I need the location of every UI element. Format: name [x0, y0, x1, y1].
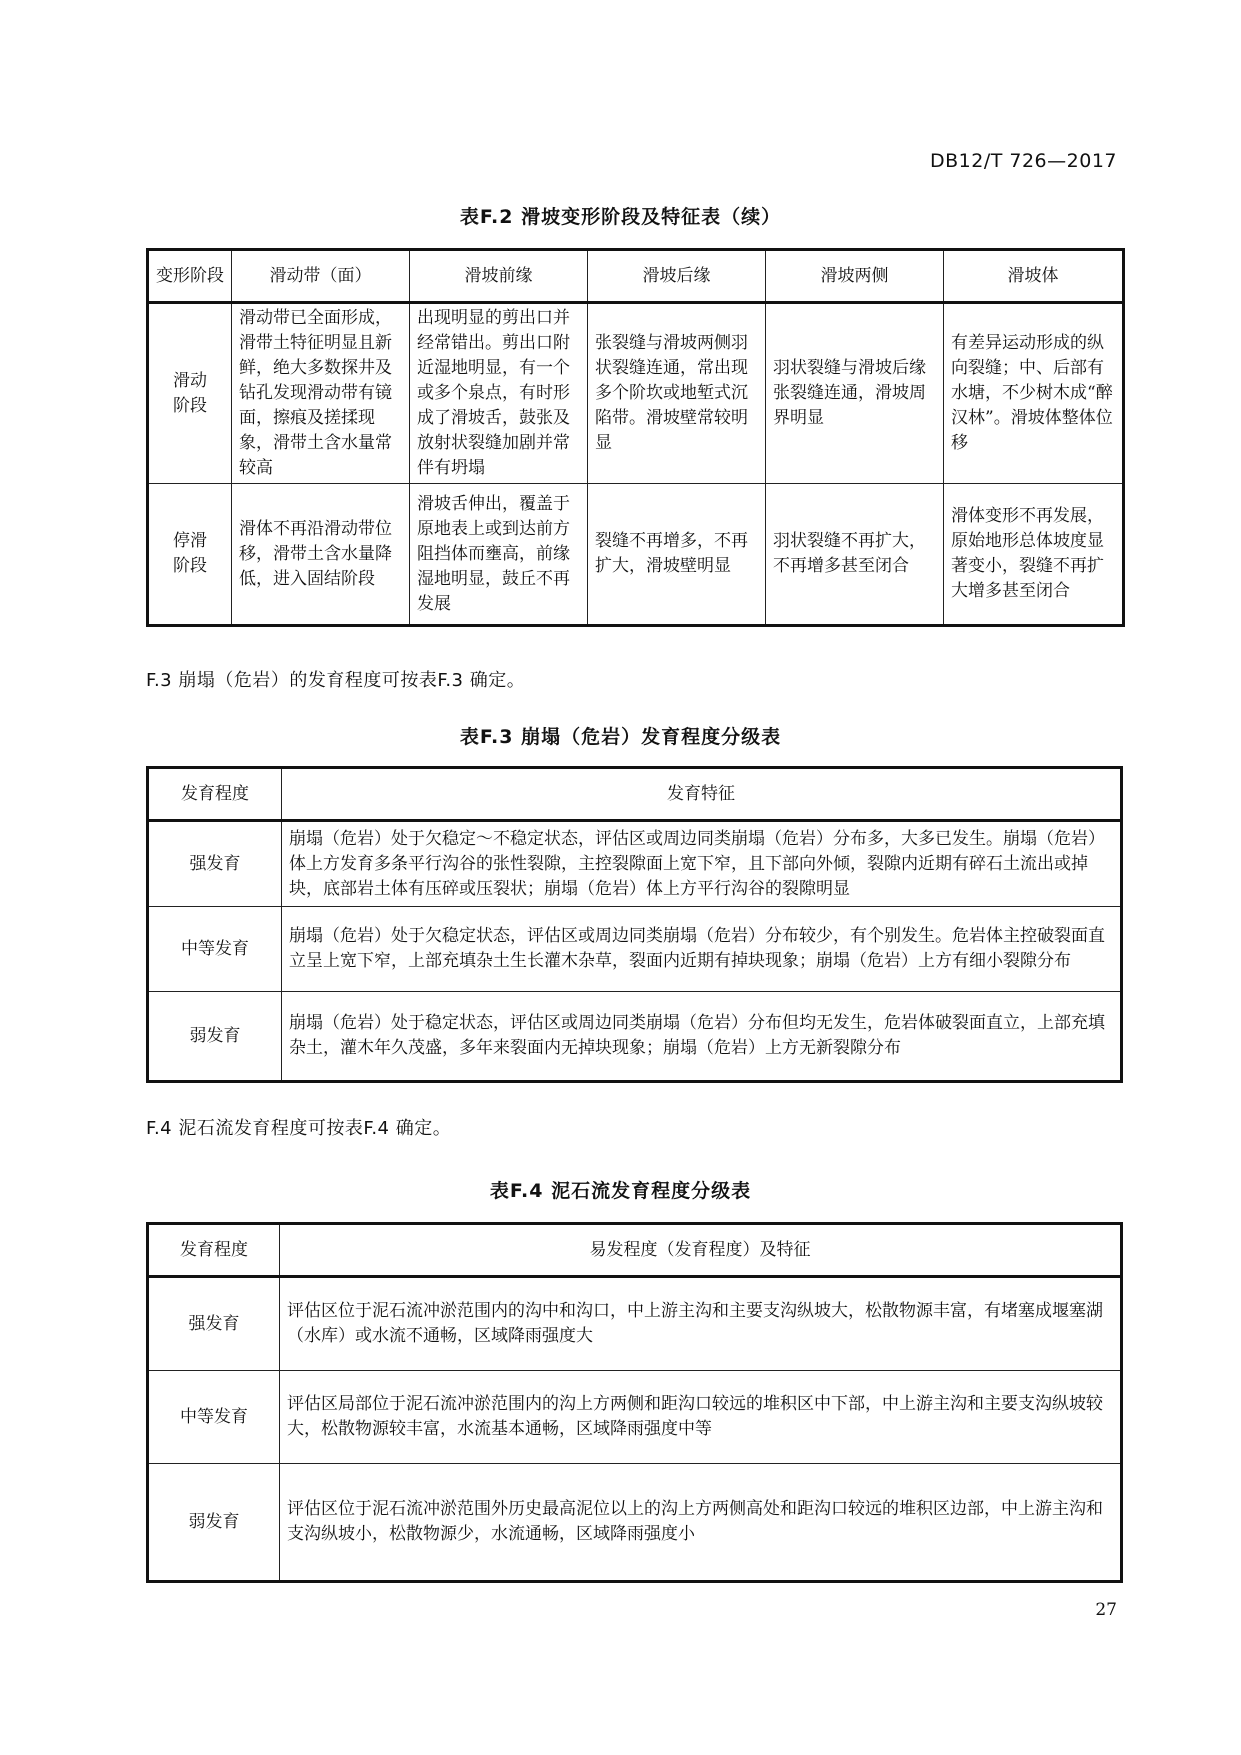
- feature-cell: 评估区位于泥石流冲淤范围内的沟中和沟口，中上游主沟和主要支沟纵坡大，松散物源丰富，有堵塞成堰塞湖（水库）或水流不通畅，区域降雨强度大: [280, 1277, 1122, 1371]
- table-f4: [146, 1222, 1123, 1583]
- table-f4-caption: 表F.4 泥石流发育程度分级表: [489, 1180, 752, 1202]
- feature-cell: 评估区局部位于泥石流冲淤范围内的沟上方两侧和距沟口较远的堆积区中下部，中上游主沟和主要支沟纵坡较大，松散物源较丰富，水流基本通畅，区域降雨强度中等: [280, 1371, 1122, 1464]
- page-number: 27: [1095, 1600, 1117, 1620]
- stage-cell: 滑动 阶段: [148, 303, 232, 484]
- flanks-cell: 羽状裂缝不再扩大，不再增多甚至闭合: [766, 484, 944, 626]
- feature-cell: 崩塌（危岩）处于欠稳定状态，评估区或周边同类崩塌（危岩）分布较少，有个别发生。危岩体主控破裂面直立呈上宽下窄，上部充填杂土生长灌木杂草，裂面内近期有掉块现象；崩塌（危岩）上方有细小裂隙分布: [282, 907, 1122, 992]
- header-cell: 滑动带（面）: [232, 250, 410, 303]
- header-cell: 发育程度: [148, 768, 282, 821]
- header-cell: 发育特征: [282, 768, 1122, 821]
- stage-cell: 停滑 阶段: [148, 484, 232, 626]
- table-f3: [146, 766, 1123, 1083]
- section-f4-text: F.4 泥石流发育程度可按表F.4 确定。: [146, 1118, 452, 1139]
- header-cell: 滑坡两侧: [766, 250, 944, 303]
- feature-cell: 评估区位于泥石流冲淤范围外历史最高泥位以上的沟上方两侧高处和距沟口较远的堆积区边部，中上游主沟和支沟纵坡小，松散物源少，水流通畅，区域降雨强度小: [280, 1464, 1122, 1582]
- front-edge-cell: 滑坡舌伸出，覆盖于原地表上或到达前方阻挡体而壅高，前缘湿地明显，鼓丘不再发展: [410, 484, 588, 626]
- feature-cell: 崩塌（危岩）处于稳定状态，评估区或周边同类崩塌（危岩）分布但均无发生，危岩体破裂面直立，上部充填杂土，灌木年久茂盛，多年来裂面内无掉块现象；崩塌（危岩）上方无新裂隙分布: [282, 992, 1122, 1082]
- level-cell: 弱发育: [148, 992, 282, 1082]
- header-cell: 发育程度: [148, 1224, 280, 1277]
- level-cell: 强发育: [148, 1277, 280, 1371]
- table-f3-caption: 表F.3 崩塌（危岩）发育程度分级表: [459, 726, 782, 748]
- landslide-body-cell: 滑体变形不再发展，原始地形总体坡度显著变小，裂缝不再扩大增多甚至闭合: [944, 484, 1124, 626]
- front-edge-cell: 出现明显的剪出口并经常错出。剪出口附近湿地明显，有一个或多个泉点，有时形成了滑坡舌，鼓张及放射状裂缝加剧并常伴有坍塌: [410, 303, 588, 484]
- level-cell: 中等发育: [148, 1371, 280, 1464]
- sliding-zone-cell: 滑体不再沿滑动带位移，滑带土含水量降低，进入固结阶段: [232, 484, 410, 626]
- rear-edge-cell: 张裂缝与滑坡两侧羽状裂缝连通，常出现多个阶坎或地堑式沉陷带。滑坡壁常较明显: [588, 303, 766, 484]
- level-cell: 中等发育: [148, 907, 282, 992]
- table-row: [148, 484, 1124, 626]
- table-row: [148, 907, 1122, 992]
- header-cell: 滑坡前缘: [410, 250, 588, 303]
- header-cell: 滑坡后缘: [588, 250, 766, 303]
- header-cell: 滑坡体: [944, 250, 1124, 303]
- flanks-cell: 羽状裂缝与滑坡后缘张裂缝连通，滑坡周界明显: [766, 303, 944, 484]
- table-f2-caption: 表F.2 滑坡变形阶段及特征表（续）: [459, 206, 782, 228]
- table-row: [148, 1371, 1122, 1464]
- table-header-row: [148, 768, 1122, 821]
- table-row: [148, 303, 1124, 484]
- table-header-row: [148, 250, 1124, 303]
- table-row: [148, 992, 1122, 1082]
- document-code: DB12/T 726—2017: [929, 150, 1117, 172]
- level-cell: 弱发育: [148, 1464, 280, 1582]
- table-row: [148, 1464, 1122, 1582]
- level-cell: 强发育: [148, 821, 282, 907]
- section-f3-text: F.3 崩塌（危岩）的发育程度可按表F.3 确定。: [146, 670, 526, 691]
- table-row: [148, 821, 1122, 907]
- header-cell: 变形阶段: [148, 250, 232, 303]
- landslide-body-cell: 有差异运动形成的纵向裂缝；中、后部有水塘，不少树木成“醉汉林”。滑坡体整体位移: [944, 303, 1124, 484]
- rear-edge-cell: 裂缝不再增多，不再扩大，滑坡壁明显: [588, 484, 766, 626]
- header-cell: 易发程度（发育程度）及特征: [280, 1224, 1122, 1277]
- sliding-zone-cell: 滑动带已全面形成，滑带土特征明显且新鲜，绝大多数探井及钻孔发现滑动带有镜面，擦痕及搓揉现象，滑带土含水量常较高: [232, 303, 410, 484]
- table-header-row: [148, 1224, 1122, 1277]
- feature-cell: 崩塌（危岩）处于欠稳定～不稳定状态，评估区或周边同类崩塌（危岩）分布多，大多已发生。崩塌（危岩）体上方发育多条平行沟谷的张性裂隙，主控裂隙面上宽下窄，且下部向外倾，裂隙内近期有碎石土流出或掉块，底部岩土体有压碎或压裂状；崩塌（危岩）体上方平行沟谷的裂隙明显: [282, 821, 1122, 907]
- table-f2: [146, 248, 1125, 627]
- table-row: [148, 1277, 1122, 1371]
